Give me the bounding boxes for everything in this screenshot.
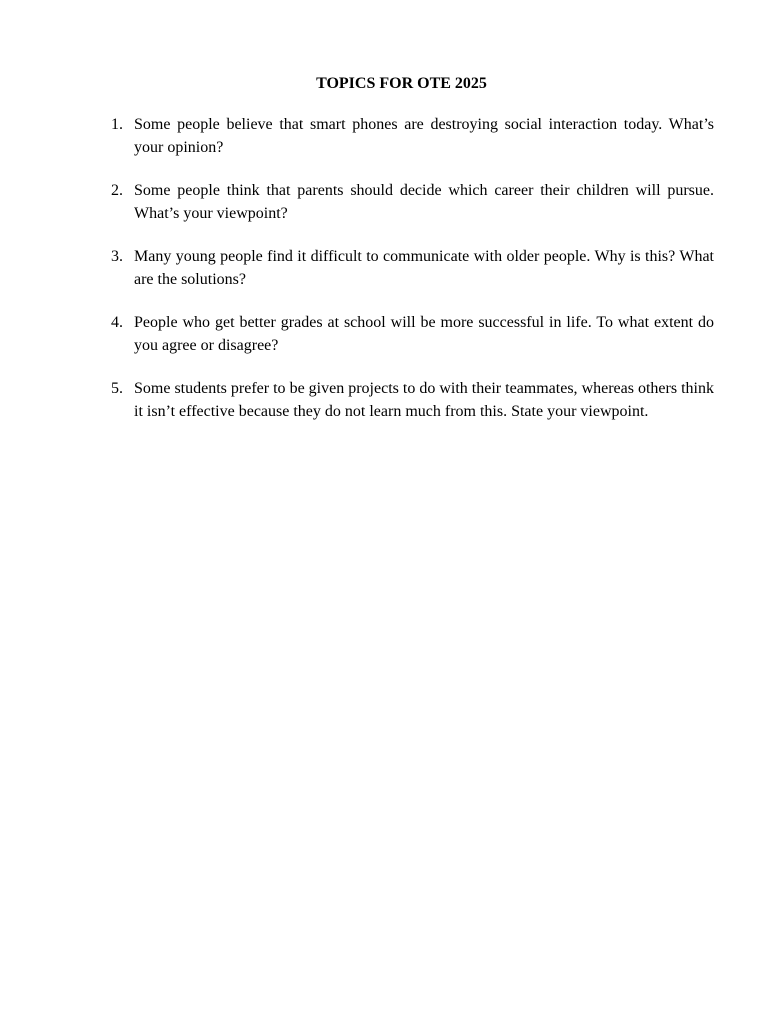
topic-item-1 bbox=[110, 114, 714, 159]
topic-list bbox=[110, 114, 714, 444]
topic-text: Some people think that parents should decide which career their children will pursue. What’s your viewpoint? bbox=[134, 182, 714, 222]
topic-item-3 bbox=[110, 246, 714, 291]
topic-number: 5. bbox=[111, 380, 123, 397]
topic-text: Some students prefer to be given projects to do with their teammates, whereas others think it isn’t effective because they do not learn much from this. State your viewpoint. bbox=[134, 380, 714, 420]
topic-text: Some people believe that smart phones are destroying social interaction today. What’s your opinion? bbox=[134, 116, 714, 156]
topic-number: 2. bbox=[111, 182, 123, 199]
topic-text: Many young people find it difficult to communicate with older people. Why is this? What are the solutions? bbox=[134, 248, 714, 288]
topic-item-4 bbox=[110, 312, 714, 357]
topic-number: 1. bbox=[111, 116, 123, 133]
topic-number: 4. bbox=[111, 314, 123, 331]
topic-number: 3. bbox=[111, 248, 123, 265]
topic-text: People who get better grades at school will be more successful in life. To what extent do you agree or disagree? bbox=[134, 314, 714, 354]
topic-item-5 bbox=[110, 378, 714, 423]
topic-item-2 bbox=[110, 180, 714, 225]
document-title: TOPICS FOR OTE 2025 bbox=[316, 75, 487, 92]
